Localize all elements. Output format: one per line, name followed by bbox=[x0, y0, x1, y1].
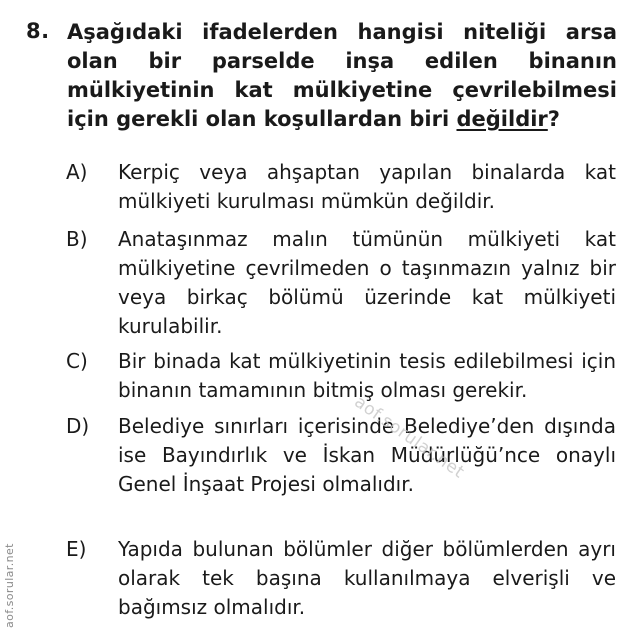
question-stem-negative: değildir bbox=[456, 107, 548, 131]
option-c-label: C) bbox=[66, 349, 88, 373]
option-b-text: Anataşınmaz malın tümünün mülkiyeti kat mülkiyetine çevrilmeden o taşınmazın yalnız bir veya birkaç bölümü üzerinde kat mülkiyeti kurulabilir. bbox=[118, 227, 616, 338]
option-c-text: Bir binada kat mülkiyetinin tesis edilebilmesi için binanın tamamının bitmiş olması gerekir. bbox=[118, 349, 616, 402]
option-b-label: B) bbox=[66, 227, 88, 251]
question-stem-end: ? bbox=[547, 107, 560, 131]
center-watermark: aof.sorular.net bbox=[350, 392, 468, 483]
option-e-text: Yapıda bulunan bölümler diğer bölümlerden ayrı olarak tek başına kullanılmaya elverişli ve bağımsız olmalıdır. bbox=[118, 537, 616, 619]
side-watermark: aof.sorular.net bbox=[3, 543, 16, 628]
option-d-text: Belediye sınırları içerisinde Belediye’den dışında ise Bayındırlık ve İskan Müdürlüğü’nce onaylı Genel İnşaat Projesi olmalıdır. bbox=[118, 414, 616, 496]
option-d-label: D) bbox=[66, 414, 90, 438]
option-e-label: E) bbox=[66, 537, 87, 561]
option-a-text: Kerpiç veya ahşaptan yapılan binalarda kat mülkiyeti kurulması mümkün değildir. bbox=[118, 160, 616, 213]
question-stem-text: Aşağıdaki ifadelerden hangisi niteliği arsa olan bir parselde inşa edilen binanın mülkiyetinin kat mülkiyetine çevrilebilmesi için gerekli olan koşullardan biri bbox=[67, 20, 617, 131]
question-stem bbox=[67, 18, 617, 134]
question-number: 8. bbox=[26, 19, 50, 43]
option-a-label: A) bbox=[66, 160, 88, 184]
